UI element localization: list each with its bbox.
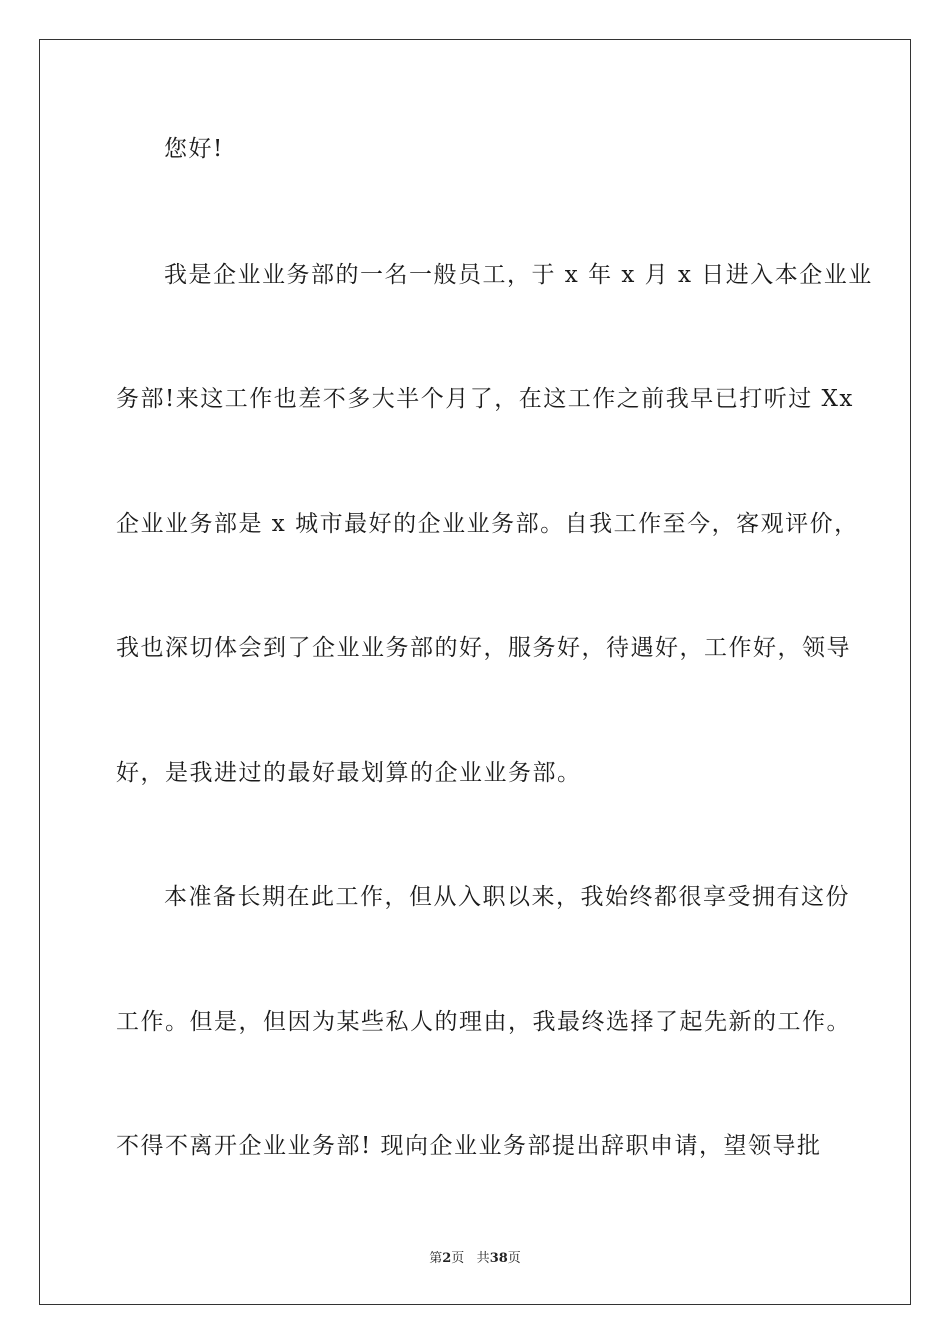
body-line: 工作。但是，但因为某些私人的理由，我最终选择了起先新的工作。 <box>116 1009 851 1035</box>
page-suffix: 页 <box>451 1251 465 1266</box>
body-line: 我是企业业务部的一名一般员工，于 x 年 x 月 x 日进入本企业业 <box>164 262 873 288</box>
total-pages: 38 <box>489 1251 508 1266</box>
page-number: 2 <box>442 1251 452 1266</box>
body-line: 本准备长期在此工作，但从入职以来，我始终都很享受拥有这份 <box>164 884 850 910</box>
body-line: 我也深切体会到了企业业务部的好，服务好，待遇好，工作好，领导 <box>116 635 851 661</box>
body-line: 好，是我进过的最好最划算的企业业务部。 <box>116 760 582 786</box>
body-line: 企业业务部是 x 城市最好的企业业务部。自我工作至今，客观评价， <box>116 511 859 537</box>
body-line: 不得不离开企业业务部! 现向企业业务部提出辞职申请，望领导批 <box>116 1133 822 1159</box>
page-prefix: 第 <box>429 1251 443 1266</box>
total-prefix: 共 <box>476 1251 490 1266</box>
page-frame <box>39 39 911 1305</box>
body-line: 务部!来这工作也差不多大半个月了，在这工作之前我早已打听过 Xx <box>116 386 854 412</box>
body-line: 您好! <box>164 136 224 162</box>
total-suffix: 页 <box>507 1251 521 1266</box>
page-footer <box>0 1247 950 1266</box>
